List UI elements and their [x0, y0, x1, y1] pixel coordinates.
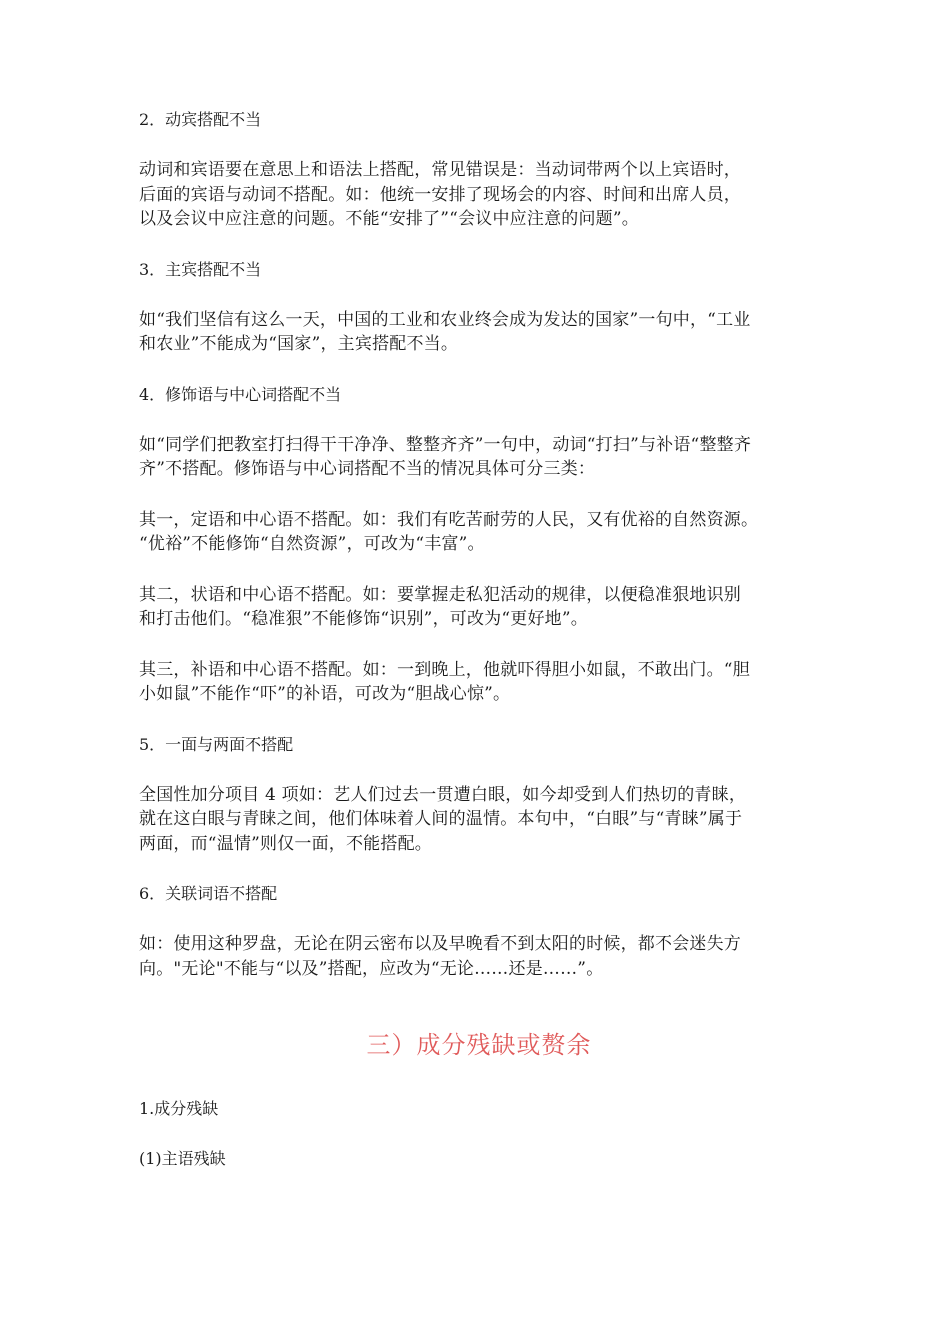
paragraph: [139, 583, 819, 632]
paragraph: [139, 433, 819, 482]
paragraph-line: “优裕”不能修饰“自然资源”，可改为“丰富”。: [139, 534, 485, 554]
section-heading: 2．动宾搭配不当: [139, 110, 262, 129]
paragraph: [139, 783, 819, 857]
paragraph-line: 向。"无论"不能与“以及”搭配，应改为“无论……还是……”。: [139, 958, 604, 979]
section-heading: 4．修饰语与中心词搭配不当: [139, 384, 342, 404]
paragraph: [139, 508, 819, 557]
paragraph-line: 其三，补语和中心语不搭配。如：一到晚上，他就吓得胆小如鼠，不敢出门。“胆: [139, 659, 750, 680]
sub-heading: (1)主语残缺: [139, 1149, 226, 1168]
paragraph-line: 和农业”不能成为“国家”，主宾搭配不当。: [139, 334, 459, 354]
paragraph-line: 齐”不搭配。修饰语与中心词搭配不当的情况具体可分三类：: [139, 459, 596, 479]
paragraph-line: 如“我们坚信有这么一天，中国的工业和农业终会成为发达的国家”一句中，“工业: [139, 309, 751, 330]
paragraph: [139, 932, 819, 981]
paragraph: [139, 158, 819, 232]
section-heading: 3．主宾搭配不当: [139, 259, 262, 279]
paragraph-line: 如“同学们把教室打扫得干干净净、整整齐齐”一句中，动词“打扫”与补语“整整齐: [139, 434, 752, 455]
paragraph-line: 小如鼠”不能作“吓”的补语，可改为“胆战心惊”。: [139, 684, 511, 704]
paragraph: [139, 658, 819, 707]
section-heading: 6．关联词语不搭配: [139, 884, 278, 903]
sub-heading: 1.成分残缺: [139, 1099, 219, 1118]
paragraph-line: 动词和宾语要在意思上和语法上搭配，常见错误是：当动词带两个以上宾语时，: [139, 160, 741, 180]
paragraph-line: 后面的宾语与动词不搭配。如：他统一安排了现场会的内容、时间和出席人员，: [139, 184, 741, 205]
paragraph-line: 其一，定语和中心语不搭配。如：我们有吃苦耐劳的人民，又有优裕的自然资源。: [139, 509, 759, 530]
paragraph-line: 其二，状语和中心语不搭配。如：要掌握走私犯活动的规律，以便稳准狠地识别: [139, 584, 741, 605]
paragraph-line: 如：使用这种罗盘，无论在阴云密布以及早晚看不到太阳的时候，都不会迷失方: [139, 934, 741, 954]
paragraph-line: 以及会议中应注意的问题。不能“安排了”“会议中应注意的问题”。: [139, 209, 639, 229]
section-title: 三）成分残缺或赘余: [366, 1031, 592, 1059]
section-heading: 5．一面与两面不搭配: [139, 734, 294, 754]
paragraph-line: 就在这白眼与青睐之间，他们体味着人间的温情。本句中，“白眼”与“青睐”属于: [139, 809, 743, 829]
document-page: [139, 108, 819, 1197]
paragraph-line: 和打击他们。“稳准狠”不能修饰“识别”，可改为“更好地”。: [139, 609, 588, 629]
paragraph: [139, 308, 819, 357]
paragraph-line: 两面，而“温情”则仅一面，不能搭配。: [139, 833, 432, 854]
paragraph-line: 全国性加分项目 4 项如：艺人们过去一贯遭白眼，如今却受到人们热切的青睐，: [139, 784, 747, 805]
